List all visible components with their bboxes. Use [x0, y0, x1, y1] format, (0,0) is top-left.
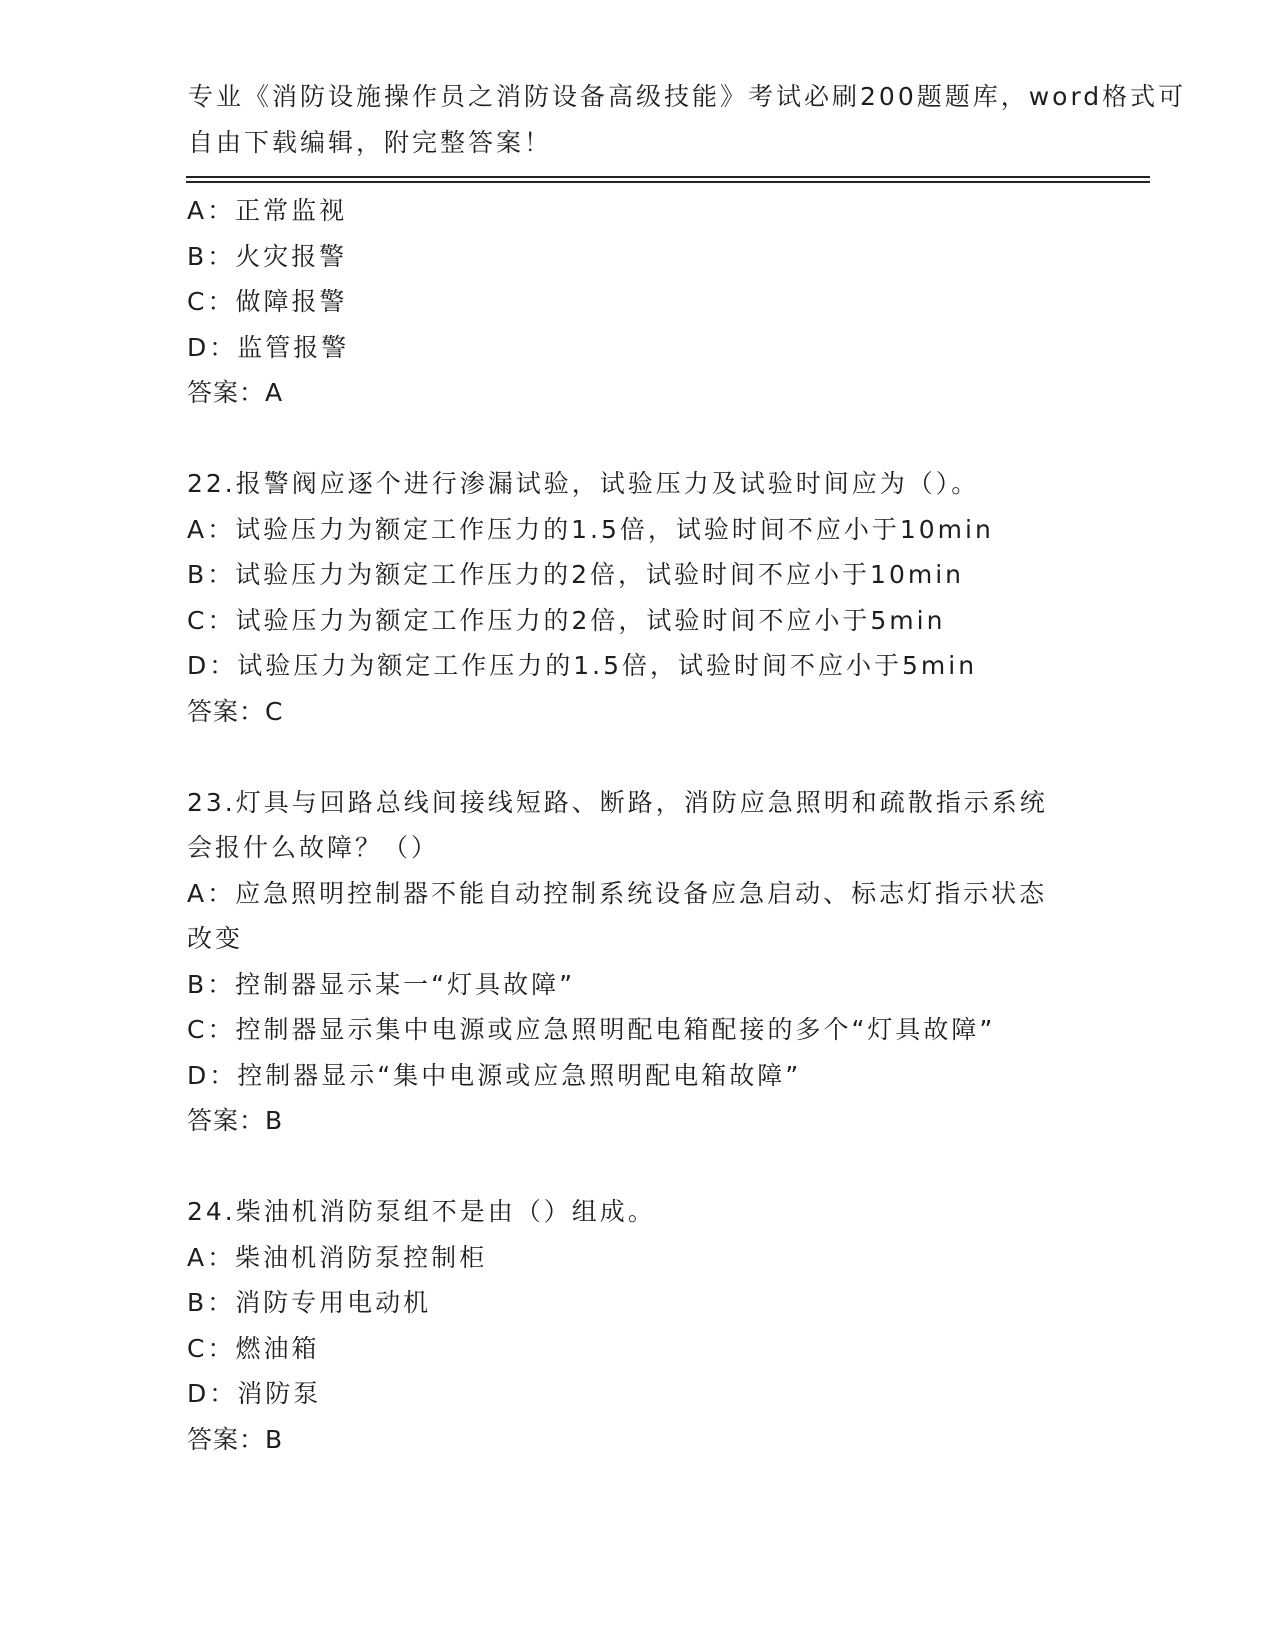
answer: 答案：B	[187, 1106, 284, 1135]
header-divider-bottom	[186, 181, 1150, 183]
spacer	[187, 1144, 1087, 1190]
answer: 答案：B	[187, 1424, 284, 1454]
question-23	[187, 780, 1087, 1144]
question-stem-line-1: 23.灯具与回路总线间接线短路、断路，消防应急照明和疏散指示系统	[187, 787, 1048, 817]
question-22	[187, 461, 1087, 734]
header-title-line-2: 自由下载编辑，附完整答案！	[188, 127, 553, 157]
question-list	[187, 188, 1087, 1462]
header-divider-top	[186, 176, 1150, 178]
option-a: A：正常监视	[187, 196, 348, 225]
answer: 答案：A	[187, 378, 284, 407]
option-d: D：监管报警	[187, 332, 350, 362]
option-a: A：柴油机消防泵控制柜	[187, 1242, 488, 1272]
option-a: A：试验压力为额定工作压力的1.5倍，试验时间不应小于10min	[187, 514, 994, 544]
spacer	[187, 734, 1087, 780]
option-b: B：火灾报警	[187, 241, 348, 271]
option-c: C：控制器显示集中电源或应急照明配电箱配接的多个“灯具故障”	[187, 1015, 996, 1044]
question-24	[187, 1189, 1087, 1462]
question-21	[187, 188, 1087, 416]
option-b: B：控制器显示某一“灯具故障”	[187, 969, 576, 999]
option-d: D：试验压力为额定工作压力的1.5倍，试验时间不应小于5min	[187, 651, 978, 680]
option-a-line-1: A：应急照明控制器不能自动控制系统设备应急启动、标志灯指示状态	[187, 878, 1048, 908]
question-stem: 24.柴油机消防泵组不是由（）组成。	[187, 1197, 656, 1226]
option-c: C：做障报警	[187, 287, 348, 316]
option-d: D：消防泵	[187, 1379, 322, 1408]
option-b: B：消防专用电动机	[187, 1288, 432, 1317]
option-a-line-2: 改变	[187, 924, 244, 953]
option-c: C：试验压力为额定工作压力的2倍，试验时间不应小于5min	[187, 605, 946, 635]
option-d: D：控制器显示“集中电源或应急照明配电箱故障”	[187, 1060, 802, 1090]
question-stem: 22.报警阀应逐个进行渗漏试验，试验压力及试验时间应为（）。	[187, 469, 980, 498]
header-title-line-1: 专业《消防设施操作员之消防设备高级技能》考试必刷200题题库，word格式可	[188, 82, 1187, 111]
answer: 答案：C	[187, 696, 284, 726]
document-header	[188, 74, 1187, 165]
option-c: C：燃油箱	[187, 1333, 320, 1363]
question-stem-line-2: 会报什么故障？（）	[187, 833, 440, 862]
spacer	[187, 416, 1087, 462]
option-b: B：试验压力为额定工作压力的2倍，试验时间不应小于10min	[187, 560, 965, 589]
